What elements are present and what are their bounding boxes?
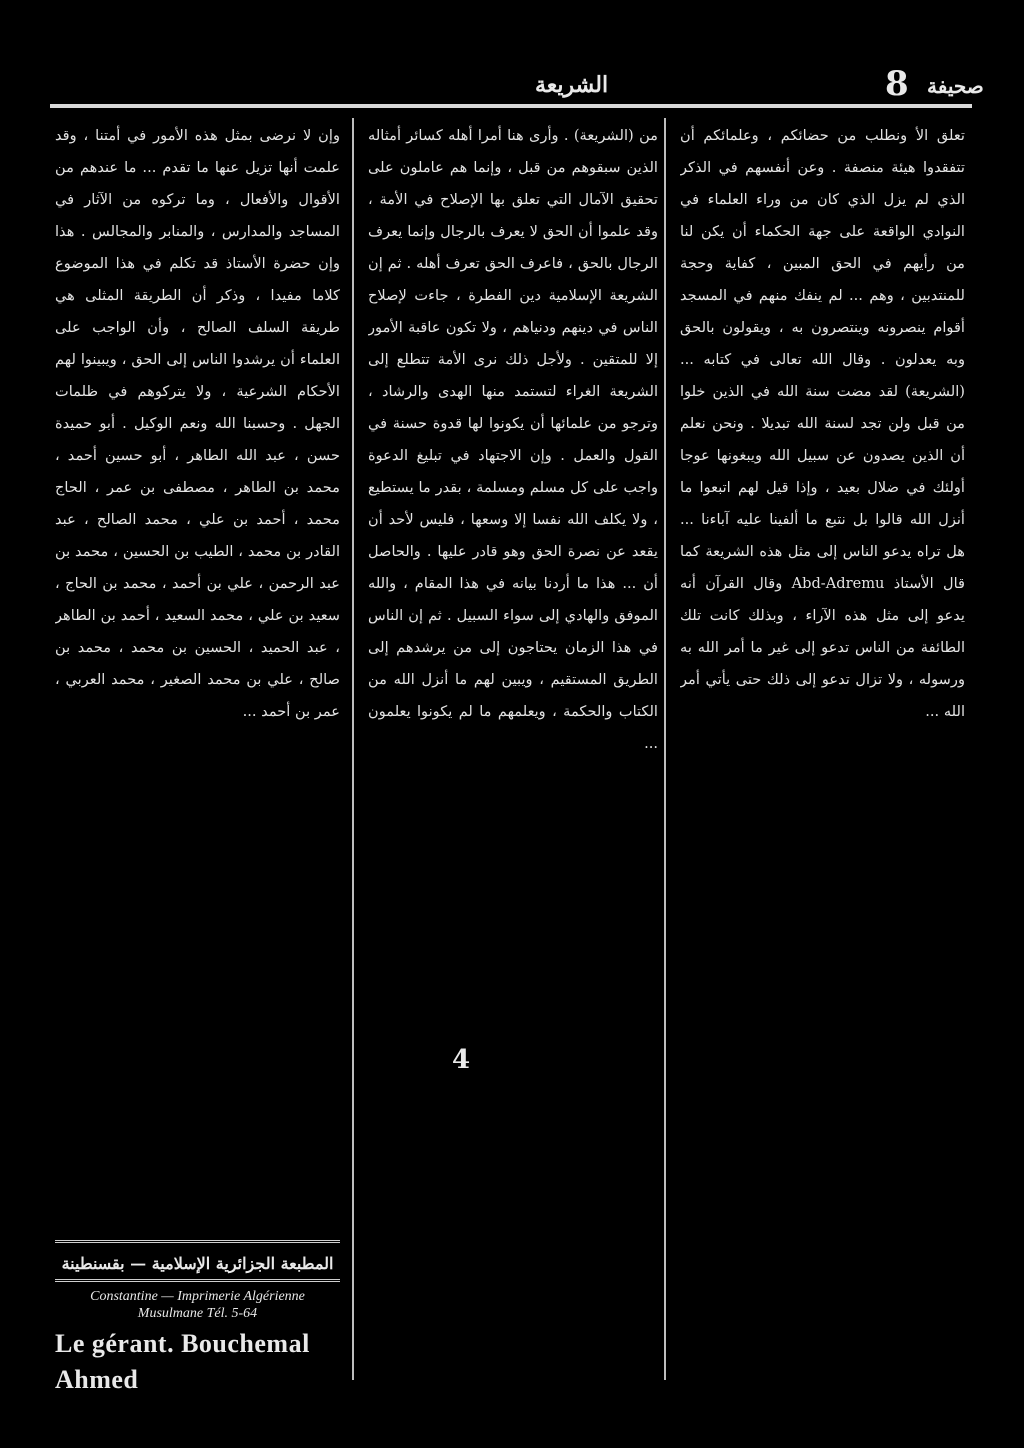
printer-french-line1: Constantine — Imprimerie Algérienne: [90, 1289, 305, 1304]
article-column-right: [680, 120, 965, 1380]
stray-mark: 4: [452, 1045, 471, 1075]
column-text: وإن لا نرضى بمثل هذه الأمور في أمتنا ، وقد علمت أنها تزيل عنها ما تقدم ... ما عندهم من الأقوال والأفعال ، وما تركوه من الآثار في المساجد والمدارس ، والمنابر والمجالس . هذا وإن حضرة الأستاذ قد تكلم في هذا الموضوع كلاما مفيدا ، وذكر أن الطريقة المثلى هي طريقة السلف الصالح ، وأن الواجب على العلماء أن يرشدوا الناس إلى الحق ، ويبينوا لهم الأحكام الشرعية ، ولا يتركوهم في ظلمات الجهل . وحسبنا الله ونعم الوكيل . أبو حميدة حسن ، عبد الله الطاهر ، أبو حسين أحمد ، محمد بن الطاهر ، مصطفى بن عمر ، الحاج محمد ، أحمد بن علي ، محمد الصالح ، عبد القادر بن محمد ، الطيب بن الحسين ، محمد بن عبد الرحمن ، علي بن أحمد ، محمد بن الحاج ، سعيد بن علي ، محمد السعيد ، أحمد بن الطاهر ، عبد الحميد ، الحسين بن محمد ، محمد بن صالح ، علي بن محمد الصغير ، محمد العربي ، عمر بن أحمد ...: [55, 127, 340, 720]
article-column-left: [55, 120, 340, 1235]
newspaper-title: الشريعة: [535, 72, 609, 98]
column-divider: [352, 118, 354, 1380]
page-header: [55, 62, 984, 104]
printer-arabic: المطبعة الجزائرية الإسلامية — بقسنطينة: [61, 1254, 334, 1273]
column-text: تعلق الأ ونطلب من حضائكم ، وعلمائكم أن تتفقدوا هيئة منصفة . وعن أنفسهم في الذكر الذي لم يزل الذي كان من وراء العلماء في النوادي الواقعة على جهة الحكماء أن يكن لنا من رأيهم في الحق المبين ، كفاية وحجة للمنتدبين ، وهم ... لم ينفك منهم في المسجد أقوام ينصرونه وينتصرون به ، ويقولون بالحق وبه يعدلون . وقال الله تعالى في كتابه ... (الشريعة) لقد مضت سنة الله في الذين خلوا من قبل ولن تجد لسنة الله تبديلا . ونحن نعلم أن الذين يصدون عن سبيل الله ويبغونها عوجا أولئك في ضلال بعيد ، وإذا قيل لهم اتبعوا ما أنزل الله قالوا بل نتبع ما ألفينا عليه آباءنا ... هل تراه يدعو الناس إلى مثل هذه الشريعة كما قال الأستاذ Abd-Adremu وقال القرآن أنه يدعو إلى مثل هذه الآراء ، وبذلك كانت تلك الطائفة من الناس تدعو إلى غير ما أمر الله به ورسوله ، ولا تزال تدعو إلى ذلك حتى يأتي أمر الله ...: [680, 127, 965, 720]
printer-french-line2: Musulmane Tél. 5-64: [137, 1306, 258, 1321]
page-label: صحيفة: [927, 74, 984, 98]
column-text: من (الشريعة) . وأرى هنا أمرا أهله كسائر أمثاله الذين سبقوهم من قبل ، وإنما هم عاملون على تحقيق الآمال التي تعلق بها الإصلاح في الأمة ، وقد علموا أن الحق لا يعرف بالرجال وإنما يعرف الرجال بالحق ، فاعرف الحق تعرف أهله . ثم إن الشريعة الإسلامية دين الفطرة ، جاءت لإصلاح الناس في دينهم ودنياهم ، ولا تكون عاقبة الأمور إلا للمتقين . ولأجل ذلك نرى الأمة تتطلع إلى الشريعة الغراء لتستمد منها الهدى والرشاد ، وترجو من علمائها أن يكونوا لها قدوة حسنة في القول والعمل . وإن الاجتهاد في تبليغ الدعوة واجب على كل مسلم ومسلمة ، بقدر ما يستطيع ، ولا يكلف الله نفسا إلا وسعها ، فليس لأحد أن يقعد عن نصرة الحق وهو قادر عليها . والحاصل أن ... هذا ما أردنا بيانه في هذا المقام ، والله الموفق والهادي إلى سواء السبيل . ثم إن الناس في هذا الزمان يحتاجون إلى من يرشدهم إلى الطريق المستقيم ، ويبين لهم ما أنزل الله من الكتاب والحكمة ، ويعلمهم ما لم يكونوا يعلمون ...: [368, 127, 658, 752]
article-column-middle: [368, 120, 658, 1380]
page-number: 8: [885, 64, 909, 104]
notice-rule: [55, 1240, 340, 1249]
column-divider: [664, 118, 666, 1380]
header-rule: [50, 104, 972, 108]
gerant-signature: Le gérant. Bouchemal Ahmed: [55, 1329, 310, 1394]
printer-notice: [55, 1240, 340, 1394]
notice-rule: [55, 1279, 340, 1288]
